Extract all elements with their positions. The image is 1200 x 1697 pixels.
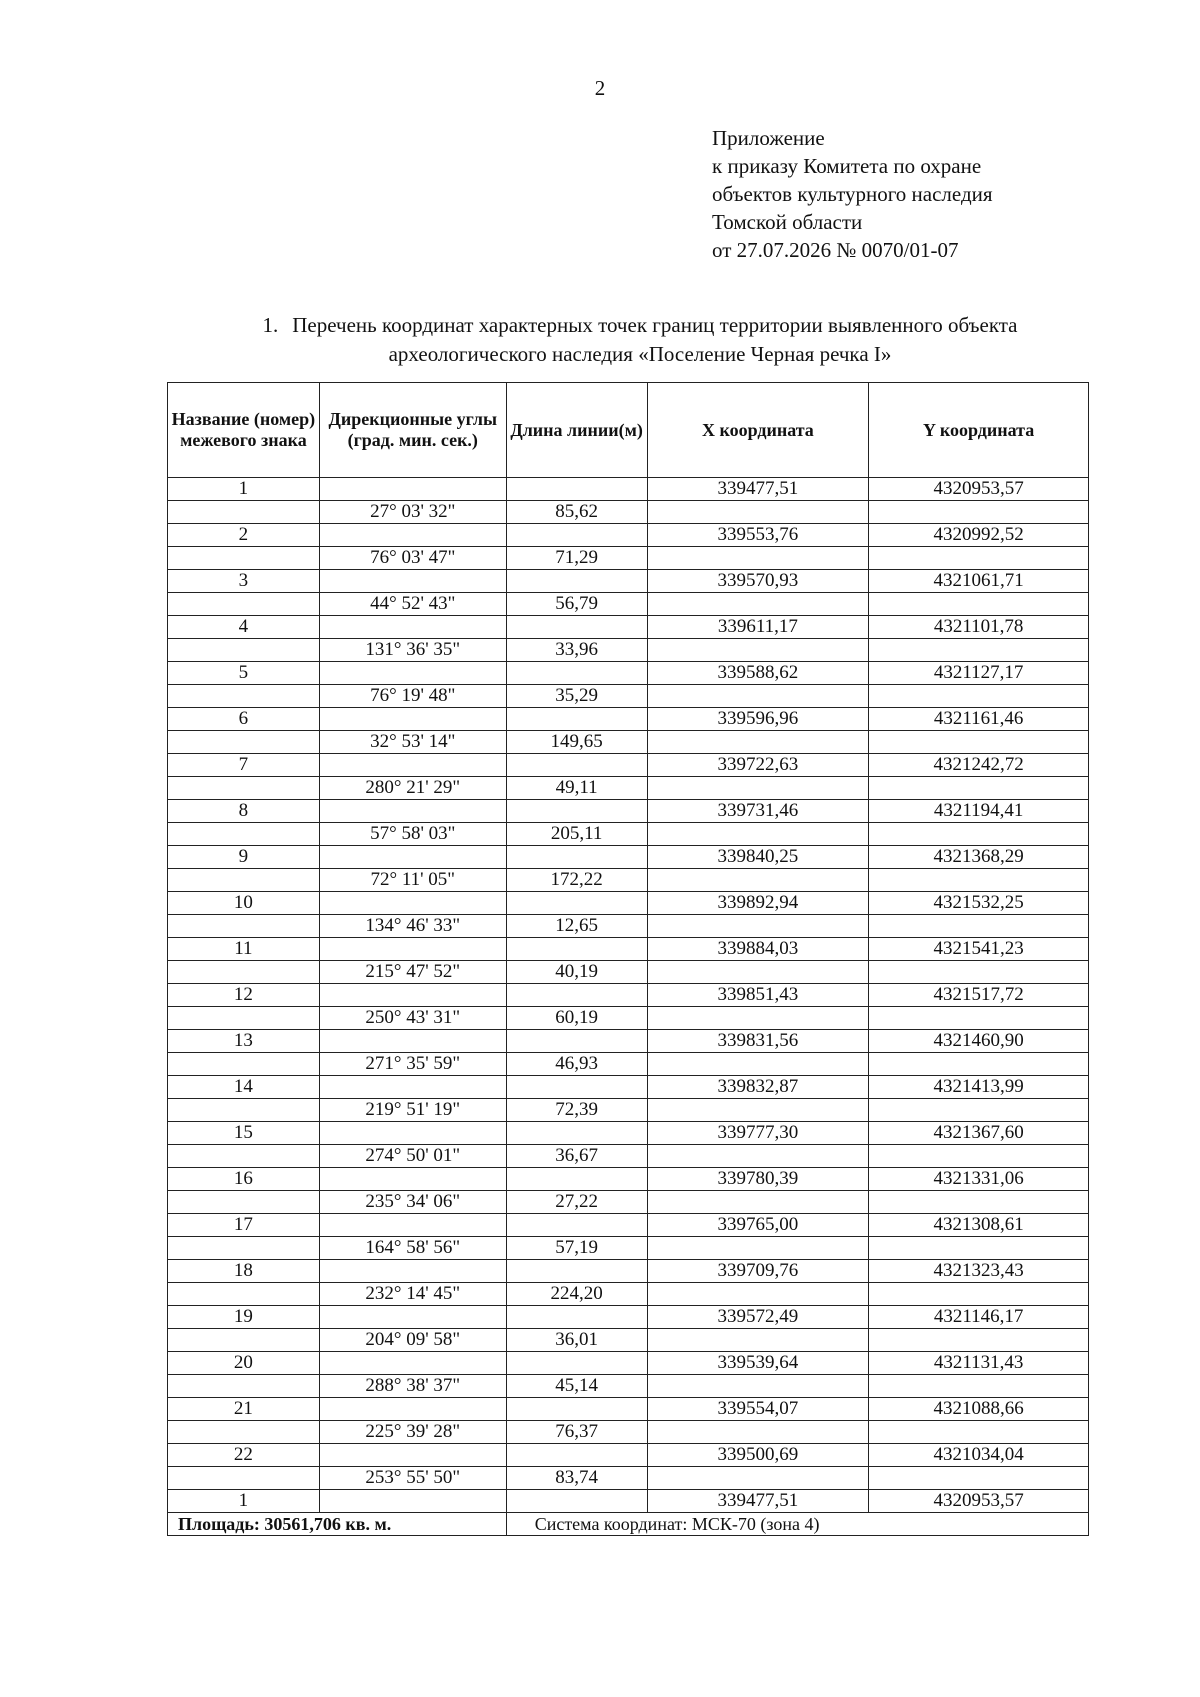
cell-point: 18 bbox=[168, 1260, 320, 1283]
cell-x: 339722,63 bbox=[647, 754, 869, 777]
cell-angle: 72° 11' 05" bbox=[319, 869, 506, 892]
cell-x bbox=[647, 961, 869, 984]
cell-x bbox=[647, 777, 869, 800]
cell-point: 13 bbox=[168, 1030, 320, 1053]
cell-point bbox=[168, 547, 320, 570]
table-header-row bbox=[168, 383, 1089, 478]
cell-length bbox=[506, 938, 647, 961]
header-cell-name: Название (номер) межевого знака bbox=[168, 383, 320, 478]
cell-x: 339832,87 bbox=[647, 1076, 869, 1099]
table-row bbox=[168, 570, 1089, 593]
cell-point bbox=[168, 777, 320, 800]
cell-length bbox=[506, 1490, 647, 1513]
cell-length: 224,20 bbox=[506, 1283, 647, 1306]
coordinates-table bbox=[167, 382, 1089, 1536]
cell-x bbox=[647, 1191, 869, 1214]
table-row bbox=[168, 1490, 1089, 1513]
cell-x bbox=[647, 639, 869, 662]
table-row bbox=[168, 1237, 1089, 1260]
cell-y bbox=[869, 639, 1089, 662]
heading-line: Перечень координат характерных точек границ территории выявленного объекта bbox=[292, 313, 1018, 337]
table-row bbox=[168, 478, 1089, 501]
cell-angle: 253° 55' 50" bbox=[319, 1467, 506, 1490]
table-row bbox=[168, 1030, 1089, 1053]
table-row bbox=[168, 639, 1089, 662]
cell-length bbox=[506, 524, 647, 547]
cell-angle bbox=[319, 524, 506, 547]
cell-angle bbox=[319, 1352, 506, 1375]
appendix-block bbox=[712, 124, 993, 264]
table-row bbox=[168, 915, 1089, 938]
cell-point: 10 bbox=[168, 892, 320, 915]
cell-point: 7 bbox=[168, 754, 320, 777]
cell-point: 21 bbox=[168, 1398, 320, 1421]
cell-y: 4321532,25 bbox=[869, 892, 1089, 915]
cell-point: 8 bbox=[168, 800, 320, 823]
cell-point: 17 bbox=[168, 1214, 320, 1237]
cell-x bbox=[647, 685, 869, 708]
table-row bbox=[168, 1352, 1089, 1375]
table-row bbox=[168, 708, 1089, 731]
cell-length bbox=[506, 570, 647, 593]
cell-length: 205,11 bbox=[506, 823, 647, 846]
cell-x: 339777,30 bbox=[647, 1122, 869, 1145]
cell-length bbox=[506, 478, 647, 501]
cell-y bbox=[869, 685, 1089, 708]
cell-x bbox=[647, 501, 869, 524]
cell-x: 339840,25 bbox=[647, 846, 869, 869]
cell-length bbox=[506, 1352, 647, 1375]
cell-x: 339780,39 bbox=[647, 1168, 869, 1191]
cell-y bbox=[869, 1467, 1089, 1490]
cell-point bbox=[168, 1053, 320, 1076]
cell-y: 4321131,43 bbox=[869, 1352, 1089, 1375]
cell-angle bbox=[319, 984, 506, 1007]
cell-point bbox=[168, 869, 320, 892]
table-body bbox=[168, 478, 1089, 1513]
cell-point: 12 bbox=[168, 984, 320, 1007]
cell-length: 56,79 bbox=[506, 593, 647, 616]
table-row bbox=[168, 938, 1089, 961]
header-cell-angle: Дирекционные углы (град. мин. сек.) bbox=[319, 383, 506, 478]
table-row bbox=[168, 1053, 1089, 1076]
cell-angle: 204° 09' 58" bbox=[319, 1329, 506, 1352]
cell-y bbox=[869, 1421, 1089, 1444]
table-row bbox=[168, 1421, 1089, 1444]
cell-point: 4 bbox=[168, 616, 320, 639]
cell-length bbox=[506, 754, 647, 777]
cell-length bbox=[506, 892, 647, 915]
cell-length: 33,96 bbox=[506, 639, 647, 662]
cell-angle bbox=[319, 478, 506, 501]
cell-x: 339570,93 bbox=[647, 570, 869, 593]
cell-y: 4321146,17 bbox=[869, 1306, 1089, 1329]
cell-y: 4321517,72 bbox=[869, 984, 1089, 1007]
cell-y bbox=[869, 869, 1089, 892]
table-row bbox=[168, 800, 1089, 823]
cell-x bbox=[647, 869, 869, 892]
cell-angle bbox=[319, 1398, 506, 1421]
cell-x bbox=[647, 1375, 869, 1398]
cell-y: 4321331,06 bbox=[869, 1168, 1089, 1191]
cell-point bbox=[168, 961, 320, 984]
cell-point: 22 bbox=[168, 1444, 320, 1467]
page-number: 2 bbox=[594, 76, 606, 100]
table-row bbox=[168, 846, 1089, 869]
cell-y: 4321127,17 bbox=[869, 662, 1089, 685]
cell-length: 12,65 bbox=[506, 915, 647, 938]
cell-y bbox=[869, 915, 1089, 938]
table-row bbox=[168, 1076, 1089, 1099]
cell-length: 45,14 bbox=[506, 1375, 647, 1398]
cell-point bbox=[168, 731, 320, 754]
cell-y: 4321413,99 bbox=[869, 1076, 1089, 1099]
cell-length bbox=[506, 800, 647, 823]
cell-y bbox=[869, 593, 1089, 616]
cell-point: 6 bbox=[168, 708, 320, 731]
cell-angle: 27° 03' 32" bbox=[319, 501, 506, 524]
table-row bbox=[168, 547, 1089, 570]
cell-angle: 134° 46' 33" bbox=[319, 915, 506, 938]
cell-point bbox=[168, 1283, 320, 1306]
cell-angle bbox=[319, 1444, 506, 1467]
cell-x: 339611,17 bbox=[647, 616, 869, 639]
cell-angle: 32° 53' 14" bbox=[319, 731, 506, 754]
cell-angle: 131° 36' 35" bbox=[319, 639, 506, 662]
cell-x: 339884,03 bbox=[647, 938, 869, 961]
cell-y: 4321308,61 bbox=[869, 1214, 1089, 1237]
cell-angle bbox=[319, 938, 506, 961]
cell-angle: 76° 03' 47" bbox=[319, 547, 506, 570]
cell-x: 339477,51 bbox=[647, 1490, 869, 1513]
cell-point bbox=[168, 1191, 320, 1214]
cell-x: 339500,69 bbox=[647, 1444, 869, 1467]
cell-angle bbox=[319, 1260, 506, 1283]
cell-x: 339477,51 bbox=[647, 478, 869, 501]
table-row bbox=[168, 1260, 1089, 1283]
cell-angle bbox=[319, 570, 506, 593]
cell-angle bbox=[319, 1122, 506, 1145]
cell-angle bbox=[319, 754, 506, 777]
cell-y bbox=[869, 1329, 1089, 1352]
cell-x: 339709,76 bbox=[647, 1260, 869, 1283]
heading-number: 1. bbox=[262, 313, 279, 337]
cell-point bbox=[168, 1329, 320, 1352]
cell-y: 4321034,04 bbox=[869, 1444, 1089, 1467]
table-row bbox=[168, 593, 1089, 616]
cell-length bbox=[506, 1030, 647, 1053]
cell-angle: 76° 19' 48" bbox=[319, 685, 506, 708]
cell-y bbox=[869, 501, 1089, 524]
cell-y: 4321367,60 bbox=[869, 1122, 1089, 1145]
cell-x: 339553,76 bbox=[647, 524, 869, 547]
cell-x bbox=[647, 915, 869, 938]
table-row bbox=[168, 616, 1089, 639]
table-row bbox=[168, 501, 1089, 524]
cell-point bbox=[168, 685, 320, 708]
cell-x: 339539,64 bbox=[647, 1352, 869, 1375]
cell-y bbox=[869, 1053, 1089, 1076]
cell-length bbox=[506, 662, 647, 685]
cell-x bbox=[647, 1237, 869, 1260]
cell-length: 83,74 bbox=[506, 1467, 647, 1490]
cell-y bbox=[869, 1237, 1089, 1260]
cell-length bbox=[506, 1122, 647, 1145]
cell-point bbox=[168, 1237, 320, 1260]
cell-length bbox=[506, 1076, 647, 1099]
cell-point bbox=[168, 501, 320, 524]
cell-point: 11 bbox=[168, 938, 320, 961]
cell-x bbox=[647, 547, 869, 570]
cell-y: 4320992,52 bbox=[869, 524, 1089, 547]
table-row bbox=[168, 662, 1089, 685]
cell-angle bbox=[319, 616, 506, 639]
cell-angle bbox=[319, 892, 506, 915]
table-row bbox=[168, 1329, 1089, 1352]
cell-y bbox=[869, 731, 1089, 754]
table-row bbox=[168, 1375, 1089, 1398]
cell-point bbox=[168, 1421, 320, 1444]
cell-y bbox=[869, 1145, 1089, 1168]
table-row bbox=[168, 1191, 1089, 1214]
cell-angle: 225° 39' 28" bbox=[319, 1421, 506, 1444]
cell-x bbox=[647, 1467, 869, 1490]
table-row bbox=[168, 1306, 1089, 1329]
cell-length bbox=[506, 1444, 647, 1467]
appendix-line: к приказу Комитета по охране bbox=[712, 154, 982, 178]
header-cell-length: Длина линии(м) bbox=[506, 383, 647, 478]
cell-y bbox=[869, 1375, 1089, 1398]
table-row bbox=[168, 1283, 1089, 1306]
cell-point: 14 bbox=[168, 1076, 320, 1099]
table-row bbox=[168, 1007, 1089, 1030]
table-row bbox=[168, 685, 1089, 708]
cell-length: 36,01 bbox=[506, 1329, 647, 1352]
table-row bbox=[168, 961, 1089, 984]
cell-angle: 57° 58' 03" bbox=[319, 823, 506, 846]
table-row bbox=[168, 1398, 1089, 1421]
cell-length bbox=[506, 1168, 647, 1191]
cell-point bbox=[168, 639, 320, 662]
cell-y bbox=[869, 1283, 1089, 1306]
cell-point: 9 bbox=[168, 846, 320, 869]
cell-angle: 164° 58' 56" bbox=[319, 1237, 506, 1260]
table-row bbox=[168, 1467, 1089, 1490]
cell-length: 40,19 bbox=[506, 961, 647, 984]
cell-y: 4320953,57 bbox=[869, 1490, 1089, 1513]
cell-length bbox=[506, 616, 647, 639]
cell-y bbox=[869, 777, 1089, 800]
cell-point bbox=[168, 1375, 320, 1398]
cell-angle: 232° 14' 45" bbox=[319, 1283, 506, 1306]
cell-point: 2 bbox=[168, 524, 320, 547]
cell-angle bbox=[319, 800, 506, 823]
table-row bbox=[168, 731, 1089, 754]
cell-length bbox=[506, 1260, 647, 1283]
cell-angle bbox=[319, 708, 506, 731]
cell-y bbox=[869, 1099, 1089, 1122]
cell-point bbox=[168, 1007, 320, 1030]
cell-length: 49,11 bbox=[506, 777, 647, 800]
table-row bbox=[168, 1122, 1089, 1145]
cell-point: 16 bbox=[168, 1168, 320, 1191]
cell-angle: 280° 21' 29" bbox=[319, 777, 506, 800]
cell-point bbox=[168, 1467, 320, 1490]
cell-x bbox=[647, 1283, 869, 1306]
table-row bbox=[168, 1145, 1089, 1168]
cell-angle: 288° 38' 37" bbox=[319, 1375, 506, 1398]
appendix-line: Томской области bbox=[712, 210, 863, 234]
cell-x bbox=[647, 1007, 869, 1030]
cell-length: 71,29 bbox=[506, 547, 647, 570]
table-row bbox=[168, 1099, 1089, 1122]
cell-angle bbox=[319, 1168, 506, 1191]
cell-x bbox=[647, 593, 869, 616]
cell-x bbox=[647, 1053, 869, 1076]
cell-point: 3 bbox=[168, 570, 320, 593]
cell-angle bbox=[319, 1306, 506, 1329]
table-footer-row bbox=[168, 1513, 1089, 1536]
cell-length bbox=[506, 846, 647, 869]
cell-angle: 44° 52' 43" bbox=[319, 593, 506, 616]
cell-angle bbox=[319, 1490, 506, 1513]
header-cell-y: Y координата bbox=[869, 383, 1089, 478]
area-cell: Площадь: 30561,706 кв. м. bbox=[168, 1513, 507, 1536]
table-row bbox=[168, 892, 1089, 915]
cell-y bbox=[869, 1191, 1089, 1214]
cell-y bbox=[869, 823, 1089, 846]
cell-angle: 235° 34' 06" bbox=[319, 1191, 506, 1214]
table-row bbox=[168, 823, 1089, 846]
table-row bbox=[168, 1214, 1089, 1237]
cell-x: 339831,56 bbox=[647, 1030, 869, 1053]
cell-length: 60,19 bbox=[506, 1007, 647, 1030]
cell-y: 4321368,29 bbox=[869, 846, 1089, 869]
cell-y: 4321194,41 bbox=[869, 800, 1089, 823]
header-cell-x: X координата bbox=[647, 383, 869, 478]
cell-angle: 215° 47' 52" bbox=[319, 961, 506, 984]
cell-length bbox=[506, 708, 647, 731]
table-row bbox=[168, 524, 1089, 547]
cell-x bbox=[647, 731, 869, 754]
cell-angle bbox=[319, 662, 506, 685]
cell-angle: 250° 43' 31" bbox=[319, 1007, 506, 1030]
cell-y: 4321101,78 bbox=[869, 616, 1089, 639]
cell-x: 339596,96 bbox=[647, 708, 869, 731]
cell-x bbox=[647, 1145, 869, 1168]
cell-length: 57,19 bbox=[506, 1237, 647, 1260]
section-heading bbox=[160, 311, 1120, 369]
cell-x bbox=[647, 1421, 869, 1444]
cell-point: 20 bbox=[168, 1352, 320, 1375]
appendix-line: объектов культурного наследия bbox=[712, 182, 993, 206]
cell-point: 1 bbox=[168, 478, 320, 501]
cell-length: 85,62 bbox=[506, 501, 647, 524]
cell-x: 339731,46 bbox=[647, 800, 869, 823]
cell-y: 4320953,57 bbox=[869, 478, 1089, 501]
cell-x bbox=[647, 1329, 869, 1352]
cell-angle bbox=[319, 1076, 506, 1099]
cell-point: 15 bbox=[168, 1122, 320, 1145]
coordinate-system-cell: Система координат: МСК-70 (зона 4) bbox=[506, 1513, 1088, 1536]
cell-length bbox=[506, 1398, 647, 1421]
cell-point bbox=[168, 593, 320, 616]
table-row bbox=[168, 1444, 1089, 1467]
cell-x: 339851,43 bbox=[647, 984, 869, 1007]
cell-x: 339765,00 bbox=[647, 1214, 869, 1237]
cell-point: 19 bbox=[168, 1306, 320, 1329]
table-row bbox=[168, 777, 1089, 800]
appendix-line: от 27.07.2026 № 0070/01-07 bbox=[712, 238, 959, 262]
cell-length: 46,93 bbox=[506, 1053, 647, 1076]
cell-y bbox=[869, 961, 1089, 984]
table-row bbox=[168, 754, 1089, 777]
cell-y: 4321061,71 bbox=[869, 570, 1089, 593]
cell-point: 5 bbox=[168, 662, 320, 685]
cell-y bbox=[869, 547, 1089, 570]
cell-x: 339892,94 bbox=[647, 892, 869, 915]
table-row bbox=[168, 869, 1089, 892]
cell-length: 149,65 bbox=[506, 731, 647, 754]
cell-angle: 271° 35' 59" bbox=[319, 1053, 506, 1076]
cell-angle: 274° 50' 01" bbox=[319, 1145, 506, 1168]
cell-angle bbox=[319, 1030, 506, 1053]
cell-x bbox=[647, 1099, 869, 1122]
cell-length: 76,37 bbox=[506, 1421, 647, 1444]
cell-point bbox=[168, 823, 320, 846]
cell-y: 4321541,23 bbox=[869, 938, 1089, 961]
cell-y bbox=[869, 1007, 1089, 1030]
cell-length: 36,67 bbox=[506, 1145, 647, 1168]
cell-length: 35,29 bbox=[506, 685, 647, 708]
cell-point: 1 bbox=[168, 1490, 320, 1513]
cell-x bbox=[647, 823, 869, 846]
cell-length: 172,22 bbox=[506, 869, 647, 892]
cell-angle bbox=[319, 846, 506, 869]
table-row bbox=[168, 984, 1089, 1007]
cell-y: 4321460,90 bbox=[869, 1030, 1089, 1053]
cell-y: 4321161,46 bbox=[869, 708, 1089, 731]
cell-length: 72,39 bbox=[506, 1099, 647, 1122]
cell-y: 4321242,72 bbox=[869, 754, 1089, 777]
cell-angle: 219° 51' 19" bbox=[319, 1099, 506, 1122]
cell-length bbox=[506, 984, 647, 1007]
cell-x: 339554,07 bbox=[647, 1398, 869, 1421]
cell-point bbox=[168, 915, 320, 938]
cell-y: 4321323,43 bbox=[869, 1260, 1089, 1283]
cell-length bbox=[506, 1214, 647, 1237]
cell-y: 4321088,66 bbox=[869, 1398, 1089, 1421]
table-row bbox=[168, 1168, 1089, 1191]
appendix-line: Приложение bbox=[712, 126, 825, 150]
cell-length bbox=[506, 1306, 647, 1329]
cell-point bbox=[168, 1099, 320, 1122]
cell-x: 339572,49 bbox=[647, 1306, 869, 1329]
heading-line: археологического наследия «Поселение Черная речка I» bbox=[388, 342, 892, 366]
cell-angle bbox=[319, 1214, 506, 1237]
cell-x: 339588,62 bbox=[647, 662, 869, 685]
cell-length: 27,22 bbox=[506, 1191, 647, 1214]
cell-point bbox=[168, 1145, 320, 1168]
